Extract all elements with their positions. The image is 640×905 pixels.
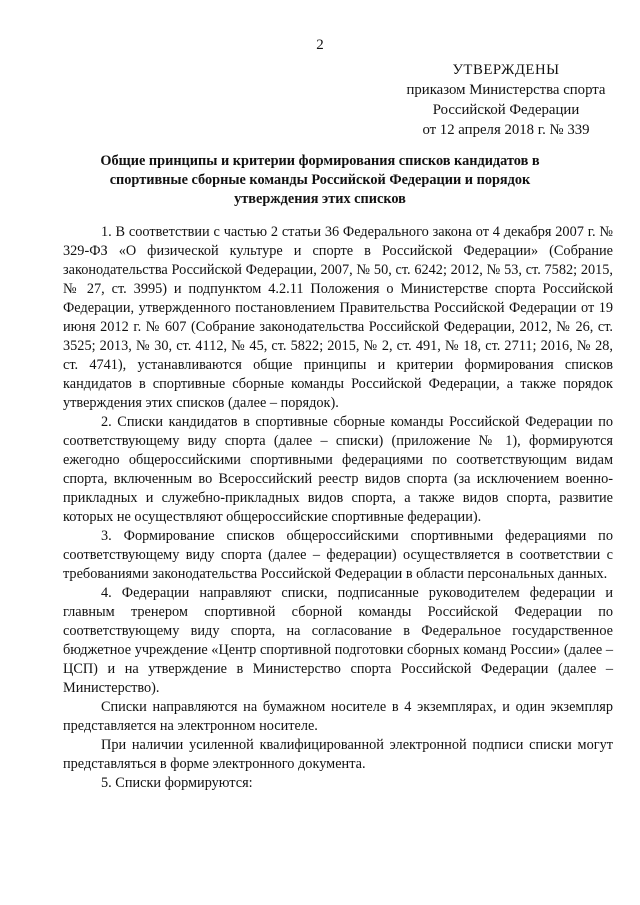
paragraph-1: 1. В соответствии с частью 2 статьи 36 Федерального закона от 4 декабря 2007 г. № 329-ФЗ «О физической культуре и спорте в Российской Федерации» (Собрание законодательства Российской Федерации, 2007, № 50, ст. 6242; 2012, № 53, ст. 7582; 2015, № 27, ст. 3995) и подпунктом 4.2.11 Положения о Министерстве спорта Российской Федерации, утвержденного постановлением Правительства Российской Федерации от 19 июня 2012 г. № 607 (Собрание законодательства Российской Федерации, 2012, № 26, ст. 3525; 2013, № 30, ст. 4112, № 45, ст. 5822; 2015, № 2, ст. 491, № 18, ст. 2711; 2016, № 28, ст. 4741), устанавливаются общие принципы и критерии формирования списков кандидатов в спортивные сборные команды Российской Федерации, а также порядок утверждения этих списков (далее – порядок).: [63, 224, 613, 411]
approval-stamp: УТВЕРЖДЕНЫ: [452, 62, 560, 78]
paragraph-4-electronic: При наличии усиленной квалифицированной электронной подписи списки могут представляться в форме электронного документа.: [63, 737, 613, 772]
approval-line-order: приказом Министерства спорта: [406, 82, 606, 98]
paragraph-3: 3. Формирование списков общероссийскими спортивными федерациями по соответствующему виду спорта (далее – федерации) осуществляется в соответствии с требованиями законодательства Российской Федерации в области персональных данных.: [63, 528, 613, 582]
document-title: Общие принципы и критерии формирования списков кандидатов в спортивные сборные команды Российской Федерации и порядок утверждения этих списков: [100, 153, 540, 207]
paragraph-4: 4. Федерации направляют списки, подписанные руководителем федерации и главным тренером спортивной сборной команды Российской Федерации по соответствующему виду спорта, на согласование в Федеральное государственное бюджетное учреждение «Центр спортивной подготовки сборных команд России» (далее – ЦСП) и на утверждение в Министерство спорта Российской Федерации (далее – Министерство).: [63, 585, 613, 696]
paragraph-5: 5. Списки формируются:: [101, 775, 253, 791]
paragraph-2: 2. Списки кандидатов в спортивные сборные команды Российской Федерации по соответствующему виду спорта (далее – списки) (приложение № 1), формируются ежегодно общероссийскими спортивными федерациями по соответствующим видам спорта, включенным во Всероссийский реестр видов спорта (за исключением военно-прикладных и служебно-прикладных видов спорта, а также видов спорта, развитие которых не осуществляют общероссийские спортивные федерации).: [63, 414, 613, 525]
approval-line-country: Российской Федерации: [432, 102, 580, 118]
approval-block: [392, 60, 620, 140]
page-number: 2: [316, 37, 324, 53]
document-body: [63, 223, 613, 793]
approval-line-date: от 12 апреля 2018 г. № 339: [422, 122, 590, 138]
paragraph-4-copies: Списки направляются на бумажном носителе в 4 экземплярах, и один экземпляр представляется на электронном носителе.: [63, 699, 613, 734]
